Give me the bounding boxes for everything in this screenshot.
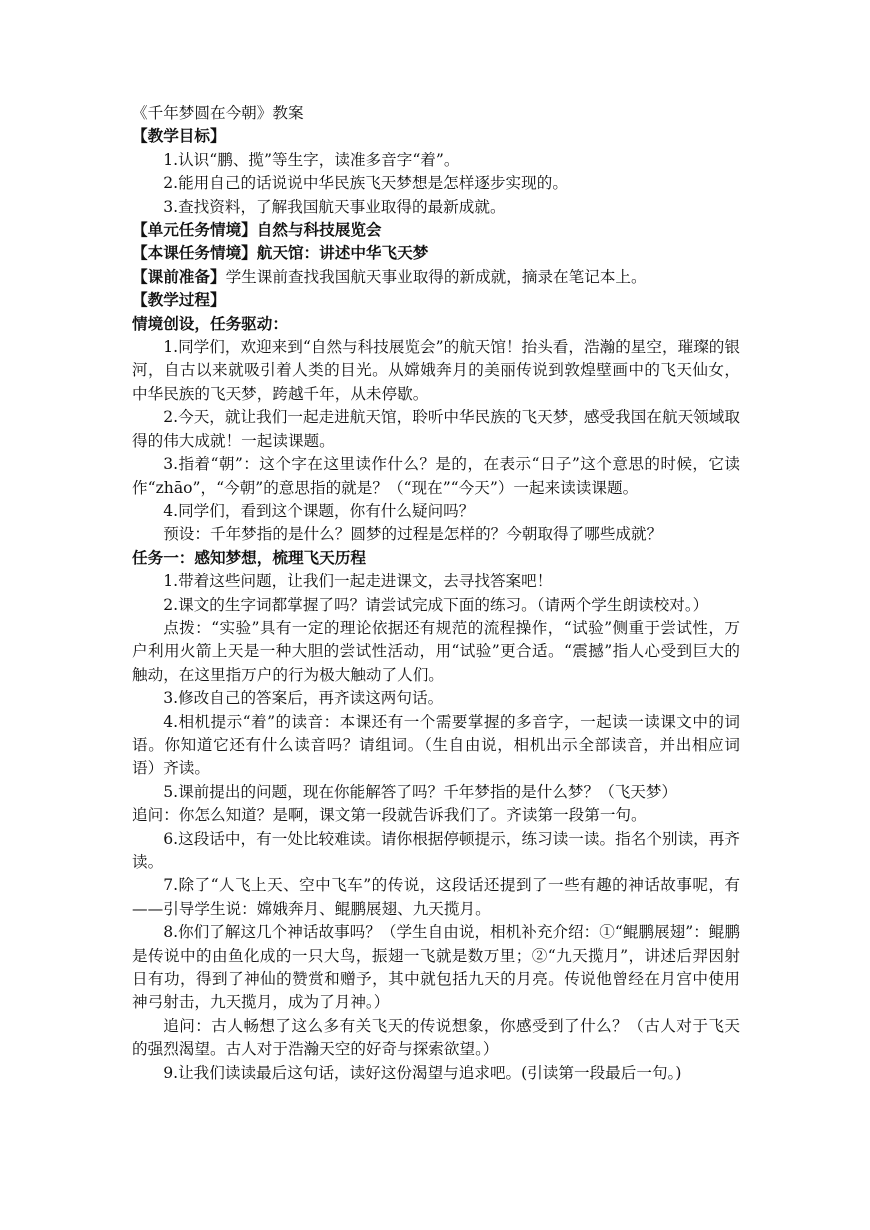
paragraph: 4.同学们，看到这个课题，你有什么疑问吗？ (163, 501, 475, 520)
goal-item: 1.认识“鹏、揽”等生字，读准多音字“着”。 (163, 150, 460, 169)
section-heading-goals: 【教学目标】 (132, 127, 226, 146)
goal-item: 3.查找资料，了解我国航天事业取得的最新成就。 (163, 197, 506, 216)
prep-paragraph (132, 266, 740, 289)
paragraph: 预设：千年梦指的是什么？圆梦的过程是怎样的？今朝取得了哪些成就？ (163, 525, 663, 544)
paragraph: 6.这段话中，有一处比较难读。请你根据停顿提示，练习读一读。指名个别读，再齐读。 (132, 829, 740, 871)
paragraph: 1.带着这些问题，让我们一起走进课文，去寻找答案吧！ (163, 572, 553, 591)
prep-heading: 【课前准备】 (132, 267, 226, 286)
paragraph: 点拨：“实验”具有一定的理论依据还有规范的流程操作，“试验”侧重于尝试性，万户利用火箭上天是一种大胆的尝试性活动，用“试验”更合适。“震撼”指人心受到巨大的触动，在这里指万户的行为极大触动了人们。 (132, 618, 740, 684)
task-one-heading: 任务一：感知梦想，梳理飞天历程 (132, 548, 366, 567)
paragraph: 3.指着“朝”：这个字在这里读作什么？是的，在表示“日子”这个意思的时候，它读作“zhāo”，“今朝”的意思指的就是？（“现在”“今天”）一起来读读课题。 (132, 455, 740, 497)
paragraph: 4.相机提示“着”的读音：本课还有一个需要掌握的多音字，一起读一读课文中的词语。你知道它还有什么读音吗？请组词。（生自由说，相机出示全部读音，并出相应词语）齐读。 (132, 712, 740, 778)
unit-task-heading: 【单元任务情境】自然与科技展览会 (132, 221, 382, 240)
prep-text: 学生课前查找我国航天事业取得的新成就，摘录在笔记本上。 (225, 267, 647, 286)
paragraph: 1.同学们，欢迎来到“自然与科技展览会”的航天馆！抬头看，浩瀚的星空，璀璨的银河，自古以来就吸引着人类的目光。从嫦娥奔月的美丽传说到敦煌壁画中的飞天仙女，中华民族的飞天梦，跨越千年，从未停歇。 (132, 338, 740, 403)
paragraph: 9.让我们读读最后这句话，读好这份渴望与追求吧。(引读第一段最后一句。) (163, 1063, 682, 1082)
paragraph: 2.课文的生字词都掌握了吗？请尝试完成下面的练习。（请两个学生朗读校对。） (163, 595, 709, 614)
section-heading-process: 【教学过程】 (132, 291, 226, 310)
lesson-task-heading: 【本课任务情境】航天馆：讲述中华飞天梦 (132, 244, 429, 263)
paragraph: 7.除了“人飞上天、空中飞车”的传说，这段话还提到了一些有趣的神话故事呢，有——引导学生说：嫦娥奔月、鲲鹏展翅、九天揽月。 (132, 876, 740, 918)
goal-item: 2.能用自己的话说说中华民族飞天梦想是怎样逐步实现的。 (163, 174, 568, 193)
paragraph: 3.修改自己的答案后，再齐读这两句话。 (163, 689, 444, 708)
paragraph: 追问：你怎么知道？是啊，课文第一段就告诉我们了。齐读第一段第一句。 (132, 806, 647, 825)
paragraph: 8.你们了解这几个神话故事吗？（学生自由说，相机补充介绍：①“鲲鹏展翅”：鲲鹏是传说中的由鱼化成的一只大鸟，振翅一飞就是数万里；②“九天揽月”，讲述后羿因射日有功，得到了神仙的赞赏和赠予，其中就包括九天的月亮。传说他曾经在月宫中使用神弓射击，九天揽月，成为了月神。） (132, 923, 740, 1012)
paragraph: 5.课前提出的问题，现在你能解答了吗？千年梦指的是什么梦？（飞天梦） (163, 782, 678, 801)
paragraph: 追问：古人畅想了这么多有关飞天的传说想象，你感受到了什么？（古人对于飞天的强烈渴望。古人对于浩瀚天空的好奇与探索欲望。） (132, 1016, 740, 1059)
intro-heading: 情境创设，任务驱动： (132, 314, 288, 333)
paragraph: 2.今天，就让我们一起走进航天馆，聆听中华民族的飞天梦，感受我国在航天领域取得的伟大成就！一起读课题。 (132, 408, 740, 450)
document-title: 《千年梦圆在今朝》教案 (132, 104, 304, 122)
